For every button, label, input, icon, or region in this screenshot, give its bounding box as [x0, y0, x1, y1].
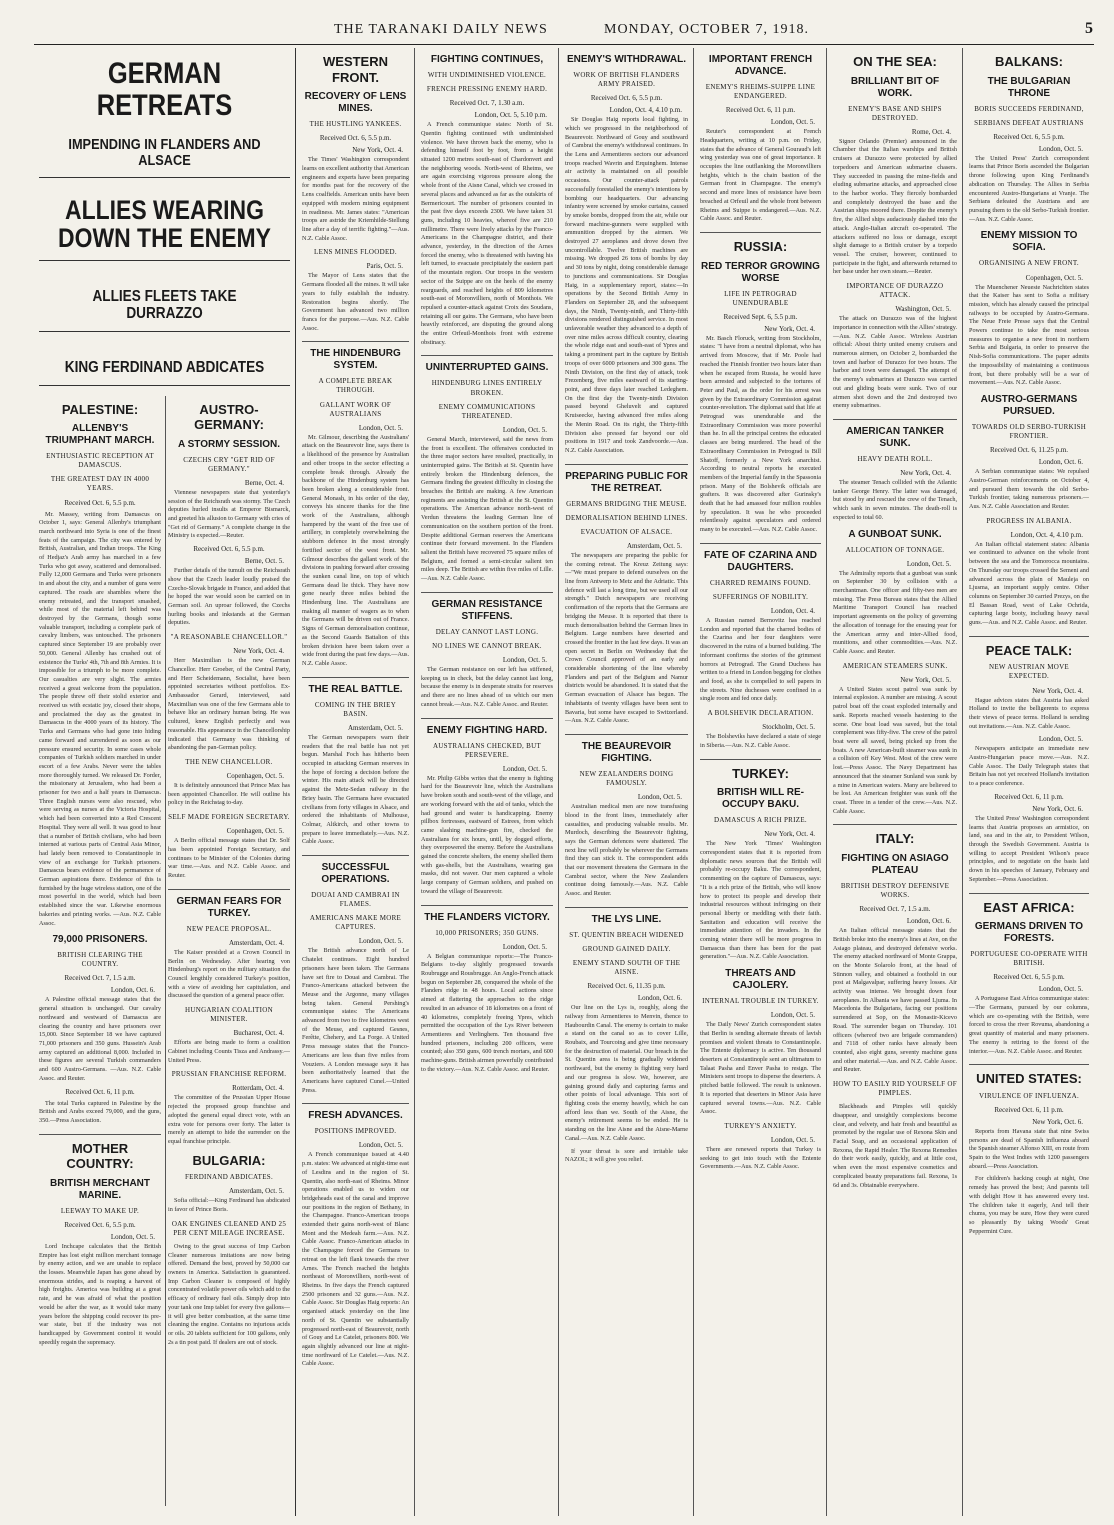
article-subheading: AMERICAN STEAMERS SUNK.: [842, 661, 948, 670]
dateline-place: New York, Oct. 4.: [764, 324, 815, 333]
dateline-place: Amsterdam, Oct. 4.: [228, 938, 284, 947]
article-body: An Italian official statement states: Albania we continued to advance on the whole front between the sea and the Tomorocca mountains. On Thursday our troops crossed the Semeni and advanced across the plain of Mauleja on Ljusma, an important supply centre. Other columns on September 30 carried Prezys, on the El Bassan Road, west of Lake Ochrida, capturing large booty, including heavy naval guns.—Aus. and N.Z. Cable Assoc. and Reuter.: [969, 540, 1089, 627]
article-body: The New York 'Times' Washington correspondent states that it is reported from diplomatic news sources that the British will probably re-occupy Baku. The correspondent, commenting on the capture of Damascus, says: "It is a rich prize of the British, who will know how to protect its people and develop their industrial resources without infringing on their personal liberty or meddling with their faith. Sanitation and education will receive the immediate attention of the invaders. In the coming winter there will be more progress in Damascus than there has been for the past generation."—Aus. N.Z. Cable Association.: [700, 840, 821, 961]
dateline-place: London, Oct. 4, 4.10 p.m.: [1010, 530, 1083, 539]
dateline-place: Copenhagen, Oct. 5.: [1025, 273, 1083, 282]
article-body: The Kaiser presided at a Crown Council in Berlin on Wednesday. After hearing von Hindenburg's report on the military situation the Council lengthily considered Turkey's position, with a view of avoiding her capitulation, and discussed the question of a general peace offer.: [168, 948, 290, 1000]
article-heading: AUSTRO-GERMANS PURSUED.: [980, 393, 1078, 417]
article-body: Viennese newspapers state that yesterday's session of the Reichsrath was stormy. The Czech deputies hurled insults at Emperor Bismarck, and greeted his allusion to Germany with cries of "Get rid of Germany." A complete change in the Ministry is expected.—Reuter.: [168, 488, 290, 540]
front-subcolumns: [39, 396, 290, 1506]
article-subheading: DEMORALISATION BEHIND LINES.: [565, 513, 688, 522]
article-subheading: ST. QUENTIN BREACH WIDENED: [569, 930, 684, 939]
article-subheading: LIFE IN PETROGRAD UNENDURABLE: [724, 289, 797, 307]
article-body: The Daily News' Zurich correspondent states that Berlin is sending alternate threats of lavish promises and violent threats to Constantinople. The Entente diplomacy is active. Ten thousand deserters at Constantinople sent an ultimatum to Talaat Pasha and Enver Pasha to resign. The Ministers sent troops to disperse the deserters. A pitched battle followed. The result is unknown. It is reported that deserters in Minor Asia have captured several towns.—Aus. N.Z. Cable Assoc.: [700, 1021, 821, 1116]
article-subheading: DOUAI AND CAMBRAI IN FLAMES.: [311, 891, 400, 909]
article-body: A Palestine official message states that the general situation is unchanged. Our cavalry northward and westward of Damascus are clearing the country and have prisoners over 15,000. Since September 18 we have captured 71,000 prisoners and 350 guns. Hussein's Arab army captured an additional 8,000. Included in these figures are several Turkish commanders and 600 Austro-Germans. —Aus. N.Z. Cable Assoc. and Reuter.: [39, 996, 161, 1082]
section-title: UNITED STATES:: [976, 1071, 1082, 1087]
article-body: Mr. Gilmour, describing the Australians' attack on the Beaurevoir line, says there is a likelihood of the presence by Australian and other troops in the sector effecting a complete break through. Already the backbone of the Hindenburg system has been broken along a considerable front. General Monash, in his order of the day, conveys his sincere thanks for the fine work of the Australians, although hampered by the want of the free use of artillery, in completely overwhelming the stubborn defence in the most strongly fortified sector of the west front. Mr. Gilmour describes the gallant work of the divisions in pushing forward after crossing the sunken canal line, on top of which Germans dead lie thick. They have now gone nearly three miles behind the Hindenburg line. The Australians are making all manner of wagers as to when the Germans will be driven out of France. Signs of German demoralisation continue, as the Second Guards Battalion of this broken division have been taken over a wide front during the past few days.—Aus. N.Z. Cable Assoc.: [302, 433, 409, 667]
dateline-place: Stockholm, Oct. 5.: [762, 723, 815, 732]
article-body: The total Turks captured in Palestine by the British and Arabs exceed 79,000, and the guns, 350.—Press Association.: [39, 1099, 161, 1124]
article-subheading: ALLOCATION OF TONNAGE.: [845, 545, 945, 554]
dateline-place: New York, Oct. 4.: [764, 830, 815, 839]
dateline-place: Amsterdam, Oct. 5.: [347, 723, 403, 732]
article-heading: THREATS AND CAJOLERY.: [725, 968, 796, 992]
dateline: Received Oct. 7, 1.5 a.m.: [859, 905, 931, 914]
article-heading: THE REAL BATTLE.: [308, 683, 403, 695]
dateline: Received Oct. 6, 5.5 p.m.: [319, 134, 392, 143]
advertisement-body: If your throat is sore and irritable take NAZOL; it will give you relief.: [565, 1147, 688, 1164]
dateline-place: London, Oct. 5.: [502, 425, 547, 434]
article-body: The newspapers are preparing the public for the coming retreat. The Kreuz Zeitung says:—"We must prepare to defend ourselves on the line from Antwerp to Metz and the Adriatic. This defence will last a long time, but we used all our strength." Dutch newspapers are receiving confirmation of the reports that the Germans are bridging the Meuse. It is reported that there is much demoralisation behind the German lines in Belgium. Large numbers have deserted and crossed the frontier in the last few days. It was an open secret in Berlin on Wednesday that the Crown Council approved of an early and considerable shortening of the line whereby Flanders and part of the Belgium and Namur districts would be abandoned. It is stated that the German evacuation of Alsace has begun. The inhabitants of twenty villages have been sent to Bavaria, but some have escaped to Switzerland.—Aus. N.Z. Cable Assoc.: [565, 551, 688, 725]
dateline-place: London, Oct. 6.: [1038, 458, 1083, 467]
article-body: Mr. Massey, writing from Damascus on October 1, says: General Allenby's triumphant march northward into Syria is one of the finest feats of the campaign. The city was entered by British, Australian, and Indian troops. The King of Hedjaz's Arab army has marched in a few Turks who got away, scattered and demoralised. Fully 12,000 Germans and Turks were prisoners in and about the city, and a number of guns were captured. The roads are shambles where the enemy retreated, and the transport smashed, while most of the material left behind was destroyed by the Germans, though some valuable transport, including a complete park of cavalry limbers, was untouched. The prisoners captured since September 19 are probably over 50,000. General Allenby has crushed out of existence the Turks' 4th, 7th and 8th Armies. It is impossible for a triumph to be more complete. Our casualties are very slight. The armies received a great welcome from the population. The people threw off their stolid exterior and received us with ecstatic joy, closed their shops, and proclaimed the day as the greatest in Damascus in the 4000 years of its history. The Turks and Germans who had gone into hiding came forward and surrendered as soon as our pressure ensured security. In some cases whole companies of Turkish soldiers marched in under escort of a few Arabs. Never were the tables more thoroughly turned. We released Dr. Forder, the missionary at Jerusalem, who had been a prisoner for two and a half years in Damascus. Three English nurses were also rescued, who were serving as nurses at the Victoria Hospital, which had been converted into a Red Crescent Hospital. They were all well. It was good to hear that a number of British civilians, who had been interned at various parts of Central Asia Minor, had lately been removed to Constantinople in view of an exchange for Turkish prisoners. Damascus bears evidence of the permanence of German aspirations there. Evidence of this is furnished by the huge wireless station, one of the most powerful in the world, which had been established since the war. Likewise enormous bakeries and printing works. —Aus. N.Z. Cable Assoc.: [39, 510, 161, 927]
article-body: The Admiralty reports that a gunboat was sunk on September 30 by collision with a merchantman. One officer and fifty-two men are missing. The Press Bureau states that the Allied Maritime Transport Council has reached important agreements on the policy of governing the allocation of tonnage for the ensuing year for the American army and inter-Allied food, munitions, and other commodities.—Aus. N.Z. Cable Assoc. and Reuter.: [833, 569, 957, 655]
article-heading: IMPORTANT FRENCH ADVANCE.: [708, 54, 813, 77]
section-title: RUSSIA:: [733, 238, 788, 254]
article-subheading: GALLANT WORK OF AUSTRALIANS: [319, 400, 392, 418]
divider: [565, 907, 688, 908]
article-subheading: ENEMY COMMUNICATIONS THREATENED.: [438, 402, 536, 420]
article-subheading: TURKEY'S ANXIETY.: [724, 1121, 797, 1130]
divider: [39, 1134, 161, 1135]
article-subheading: "A REASONABLE CHANCELLOR.": [170, 633, 288, 642]
dateline-place: London, Oct. 6.: [906, 917, 951, 926]
article-subheading: THE NEW CHANCELLOR.: [185, 757, 273, 766]
page-number: 5: [1085, 20, 1094, 37]
article-body: Sir Douglas Haig reports local fighting, in which we progressed in the neighborhood of Beaurevoir. Northward of Gouy and southward of Cambrai the enemy's withdrawal continues. In the Lens and Armentieres sectors our advanced troops reached Wavrin and Erquinghem. Intense air activity is maintained on all possible occasions. Our counter-attack patrols successfully forestalled the enemy's intentions by bombing our headquarters. Our advancing infantry were screened by smoke curtains, caused by smoke bombs, dropped from the air, while our forward machine-gunners were supplied with ammunition dropped by the airmen. We destroyed 27 aeroplanes and drove down five uncontrollable. Twelve British machines are missing. We dropped 26 tons of bombs by day and 30 tons by night, doing considerable damage to junctions and communications. Sir Douglas Haig, in a supplementary report, states:—In operations by the Second British Army in Flanders on September 28, and the subsequent days, the Ninth, Twenty-ninth, and Thirty-fifth divisions rendered distinguished service. In most unfavorable weather they advanced to a depth of over nine miles across difficult country, clearing the whole ridge east and south-east of Ypres and taking a prominent part in the capture by British troops of over 6000 prisoners and 300 guns. The Ninth Division, on the first day of attack, took Frezenberg, five miles eastward of its starting-point, and three days later reached Ledeghem. On the first day the Twenty-ninth Division passed beyond Gheluvelt and captured Kruiseecke, having advanced five miles along the Menin Road. On its right, the Thirty-fifth Division also pressed far beyond our old positions in 1917 and took Zandvoorde.—Aus. N.Z. Cable Association.: [565, 116, 688, 454]
article-subheading: GROUND GAINED DAILY.: [582, 944, 671, 953]
article-heading: PREPARING PUBLIC FOR THE RETREAT.: [565, 470, 688, 494]
dateline-place: Copenhagen, Oct. 5.: [226, 827, 284, 836]
article-subheading: WORK OF BRITISH FLANDERS ARMY PRAISED.: [573, 71, 680, 89]
article-subheading: FERDINAND ABDICATES.: [184, 1173, 274, 1182]
article-subheading: CHARRED REMAINS FOUND.: [710, 578, 811, 587]
article-heading: AMERICAN TANKER SUNK.: [846, 425, 944, 449]
divider: [421, 355, 553, 356]
dateline-place: Washington, Oct. 5.: [895, 305, 951, 314]
dateline-place: New York, Oct. 5.: [900, 675, 951, 684]
dateline-place: London, Oct. 5.: [502, 655, 547, 664]
article-body: Further details of the tumult on the Reichsrath show that the Czech leader loudly praised the Czecho-Slovak brigade in France, and added that he hoped the war would soon be carried on in German soil. An uproar followed, the Czechs hurling books and inkstands at the German deputies.: [168, 567, 290, 627]
article-body: The attack on Durazzo was of the highest importance in connection with the Allies' strategy.—Aus. N.Z. Cable Assoc. Wireless Austrian official: About thirty united enemy cruisers and numerous airmen, on October 2, bombarded the town and harbor of Durazzo for two hours. The harbor and town were damaged. The attempt of the enemy's submarines at Durazzo was carried out and gliding boats were sunk. Two of our airmen shot down and the 2nd destroyed two enemy submarines.: [833, 315, 957, 410]
article-heading: A STORMY SESSION.: [177, 438, 281, 450]
section-title: ITALY:: [875, 831, 915, 847]
dateline-place: Paris, Oct. 5.: [366, 262, 403, 271]
column-french-russia-turkey: [695, 48, 827, 1516]
divider: [421, 592, 553, 593]
column-palestine: [39, 396, 166, 1506]
divider: [421, 905, 553, 906]
article-body: Sofia official:—King Ferdinand has abdicated in favor of Prince Boris.: [168, 1197, 290, 1214]
divider: [168, 889, 290, 890]
dateline: Received Oct. 6, 5.5 p.m.: [64, 498, 136, 507]
article-subheading: AUSTRALIANS CHECKED, BUT PERSEVERE.: [432, 741, 542, 759]
article-body: A Serbian communique states: We repulsed Austro-German reinforcements on October 4, and pursued them towards the old Serbo-Turkish frontier, taking numerous prisoners.—Aus. N.Z. Cable Association and Reuter.: [969, 468, 1089, 510]
column-austro-germany: [168, 396, 290, 1506]
article-heading: THE HINDENBURG SYSTEM.: [310, 348, 401, 372]
article-subheading: THE HUSTLING YANKEES.: [309, 120, 402, 129]
article-subheading: VIRULENCE OF INFLUENZA.: [978, 1091, 1080, 1100]
dateline: Received Oct. 7, 1.30 a.m.: [449, 99, 525, 108]
dateline-place: London, Oct. 5.: [358, 1141, 403, 1150]
section-title: BALKANS:: [995, 54, 1063, 69]
article-body: The Bolsheviks have declared a state of siege in Siberia.—Aus. N.Z. Cable Assoc.: [700, 733, 821, 749]
article-subheading: GERMANS BRIDGING THE MEUSE.: [566, 499, 687, 508]
dateline-place: London, Oct. 5.: [1038, 985, 1083, 994]
divider: [833, 419, 957, 420]
article-body: Mr. Basch Floruck, writing from Stockholm, states: "I have from a neutral diplomat, who has arrived from Moscow, that if Mr. Poole had reached the Finnish frontier two hours later than when he escaped from Russia, he would have been arrested and subjected to the tortures of Peter and Paul, as the order for his arrest was given by the Extraordinary Commission against counter-revolution. The diplomat said that life at Petrograd was unendurable and the Extraordinary Commission was more powerful than he. In all the principal centres the educated classes are being murdered. The head of the Extraordinary Commission in Petrograd is Bill Shatoff, formerly a New York anarchist. According to neutral reports he executed members of the Imperial family in the Spassonia prison. Many of the Bolshevik officials are grafters. It was discovered after Gurinsky's death that he had amassed four million roubles by speculation. It was he who proceeded relentlessly against speculators and ordered many to be executed.—Aus. N.Z. Cable Assoc.: [700, 334, 821, 534]
article-body: The United Press' Zurich correspondent learns that Prince Boris ascended the Bulgarian throne following upon King Ferdinand's abdication on Thursday. The Allies in Serbia encountered Austro-Hungarians at Vranje. The Serbians defeated the Austrians and are pursuing them to the old Serbo-Turkish frontier.—Aus. N.Z. Cable Assoc.: [969, 154, 1089, 223]
article-subheading: A BOLSHEVIK DECLARATION.: [707, 709, 814, 718]
article-body: A Berlin official message states that Dr. Solf has been appointed Foreign Secretary, and continues to be Minister of the Colonies during war time.—Aus. and N.Z. Cable Assoc. and Reuter.: [168, 837, 290, 880]
headline-flanders-alsace: IMPENDING IN FLANDERS AND ALSACE: [68, 136, 261, 169]
column-balkans: [964, 48, 1094, 1516]
column-enemys-withdrawal: [560, 48, 694, 1516]
article-heading: RECOVERY OF LENS MINES.: [304, 91, 407, 115]
dateline-place: New York, Oct. 6.: [1032, 1117, 1083, 1126]
article-body: A United States scout patrol was sunk by internal explosion. A number are missing. A scout patrol boat off the coast exploded internally and sank. Reports reached vessels hastening to the scene. One boat load was saved, but the total complement was fifty-five. The crew of the patrol boat were all saved, being picked up from the boats. A new American-built steamer was sunk in a collision off Key West. Most of the crew were lost.—Press Assoc. The Navy Department has announced that the steamer Sunland was sunk by a mine in American waters. Many are believed to be lost. An American freighter was sunk off the coast. Three in a tender of the crew.—Aus. N.Z. Cable Assoc.: [833, 685, 957, 815]
dateline-place: New York, Oct. 4.: [352, 146, 403, 155]
article-subheading: INTERNAL TROUBLE IN TURKEY.: [702, 997, 819, 1006]
article-body: The Times' Washington correspondent learns on excellent authority that American engineers and experts have been preparing for months past for the recovery of the Lens coalfields. American units have been equipped with modern mining equipment in readiness. Mr. James states: "American troops are astride the Kriemhilde-Stellung line after a day of terrific fighting."—Aus. N.Z. Cable Assoc.: [302, 156, 409, 242]
article-subheading: DELAY CANNOT LAST LONG.: [435, 627, 539, 636]
dateline-place: Bucharest, Oct. 4.: [233, 1029, 284, 1038]
advertisement-heading: HOW TO EASILY RID YOURSELF OF PIMPLES.: [833, 1080, 957, 1098]
dateline-place: London, Oct. 5.: [502, 942, 547, 951]
section-title: TURKEY:: [732, 765, 789, 781]
article-heading: FRESH ADVANCES.: [308, 1110, 403, 1122]
headline-durrazzo: ALLIES FLEETS TAKE DURRAZZO: [92, 288, 237, 322]
article-heading: BRITISH MERCHANT MARINE.: [50, 1177, 150, 1201]
article-body: The German resistance on our left has stiffened, keeping us in check, but the delay cannot last long, because the enemy is in desperate straits for reserves and there are no lines ahead of us which our men cannot break.—Aus. N.Z. Cable Assoc. and Reuter.: [421, 665, 553, 708]
dateline-place: London, Oct. 5.: [770, 1011, 815, 1020]
article-heading: ENEMY MISSION TO SOFIA.: [980, 230, 1078, 254]
article-heading: A GUNBOAT SUNK.: [848, 528, 942, 540]
article-subheading: EVACUATION OF ALSACE.: [580, 527, 673, 536]
dateline: Received Oct. 6, 11 p.m.: [725, 106, 796, 115]
dateline-place: Copenhagen, Oct. 5.: [226, 772, 284, 781]
dateline: Received Oct. 6, 11.35 p.m.: [587, 982, 666, 991]
dateline-place: Rotterdam, Oct. 4.: [232, 1084, 284, 1093]
article-subheading: ENEMY'S BASE AND SHIPS DESTROYED.: [848, 104, 942, 122]
column-western-front: [297, 48, 415, 1516]
article-body: A French communique issued at 4.40 p.m. states: We advanced at night-time east of Lesdins and in the region of St. Quentin, also north-east of Rheims. Minor operations enabled us to widen our bridgeheads east of the canal and improve our positions in the region of Bethany, in the Champagne. Franco-American troops extended their gains north-west of Blanc Mont and the Medeah farm.—Aus. N.Z. Cable Assoc. Franco-American attacks in the Champagne forced the Germans to retreat on the left flank towards the river Arnes. The French reached the heights northeast of Moronvilliers, north-west of Rheims. In five days the French captured 2500 prisoners and 32 guns.—Aus. N.Z. Cable Assoc. Sir Douglas Haig reports: An organised attack yesterday on the line north of St. Quentin we substantially progressed north-east of Beaurevoir, north of Gouy and Le Catelet, prisoners 800. We again slightly advanced our line at night-time northward of Le Catelet.—Aus. N.Z. Cable Assoc.: [302, 1151, 409, 1368]
article-heading: FIGHTING CONTINUES,: [430, 54, 544, 65]
divider: [700, 232, 821, 233]
dateline-place: Rome, Oct. 4.: [911, 127, 951, 136]
article-heading: ENEMY FIGHTING HARD.: [426, 724, 548, 736]
article-body: Our line on the Lys is, roughly, along the railway from Armentieres to Menvin, thence to Haubourdin Canal. The enemy is certain to make a stand on the canal so as to cover Lille, Roubaix, and Tourcoing and give time necessary for the destruction of material. Our breach in the St. Quentin area is being gradually widened northward, but the enemy is fighting very hard and our progress is slow. We, however, are gaining ground daily and capturing farms and other points of local advantage. This sort of fighting costs the enemy heavily, which he can afford less than we. South of the Aisne, the enemy's retirement seems to be ended. He is standing on the line Aisne and the Aisne-Marne Canal.—Aus. N.Z. Cable Assoc.: [565, 1004, 688, 1142]
article-subheading: HEAVY DEATH ROLL.: [857, 454, 933, 463]
article-heading: THE BULGARIAN THRONE: [987, 75, 1071, 99]
article-body: A Russian named Bernovitz has reached London and reported that the charred bodies of the Czarina and her four daughters were discovered in the ruins of a burned building. The informant confirms the stories of the grimmest horrors at Petrograd. The Grand Duchess has written to a friend in London begging for clothes and food, as she is compelled to sell papers in the streets. Nine duchesses were confined in a single room and fed once daily.: [700, 617, 821, 703]
article-body: Efforts are being made to form a coalition Cabinet including Counts Tisza and Andrassy.—United Press.: [168, 1039, 290, 1064]
article-subheading: PROGRESS IN ALBANIA.: [986, 516, 1072, 525]
advertisement-body: Blackheads and Pimples will quickly disappear, and unsightly complexions become clear, and velvety, and hair fresh and beautiful as promoted by the regular use of Rexona Skin and Facial Soap, and an occasional application of Rexona, the Rapid Healer. The Rexona Remedies do their work easily, quickly, and at little cost, when even the most expensive cosmetics and complicated beauty preparations fail. Rexona, 1s 6d and 3s. Obtainable everywhere.: [833, 1103, 957, 1189]
article-subheading: WITH UNDIMINISHED VIOLENCE.: [427, 71, 547, 79]
article-body: Australian medical men are now transfusing blood in the front lines, immediately after casualties, and producing valuable results. Mr. Murdoch, describing the Beaurevoir fighting, says the German defences were shattered. The next line will probably be wherever the Germans find they can stick it. The correspondent adds that our movement threatens the Germans in the Cambrai sector, where the New Zealanders continue doing famously.—Aus. N.Z. Cable Assoc. and Reuter.: [565, 803, 688, 898]
dateline-place: London, Oct. 5.: [502, 764, 547, 773]
article-body: There are renewed reports that Turkey is seeking to get into touch with the Entente Governments.—Aus. N.Z. Cable Assoc.: [700, 1146, 821, 1171]
article-body: The Mayor of Lens states that the Germans flooded all the mines. It will take years to fully establish the industry. Restoration begins shortly. The Government has advanced two million francs for the purpose.—Aus. N.Z. Cable Assoc.: [302, 272, 409, 332]
headline-allies-wearing-down: ALLIES WEARING DOWN THE ENEMY: [58, 194, 271, 253]
article-subheading: HUNGARIAN COALITION MINISTER.: [185, 1006, 273, 1024]
dateline-place: London, Oct. 5.: [358, 423, 403, 432]
article-body: A French communique states: North of St. Quentin fighting continued with undiminished violence. We have thrown back the enemy, who is defending himself foot by foot, from a height situated 1200 metres south-east of Chardonvert and the neighboring woods. North-west of Rheims, we are again exercising vigorous pressure along the whole front of the Aisne Canal, which we crossed in several places and advanced as far as the outskirts of Bermericourt. The number of prisoners counted in the past five days exceeds 2300. We have taken 31 guns, including 10 heavies, whereof five are 210 millimetre. There were lively attacks by the Franco-Americans in the Champagne district, and their advance, yesterday, in the direction of the Arnes forced the enemy, who is threatened with having his left turned, to evacuate precipitately the eastern part of the mountain region. Our troops in the western sector of the Suippe are on the heels of the enemy rearguards, and reached heights of 809 kilometres south-east of Moronvilliers, north of Monthois. We repulsed a counter-attack against Croix des Soudans, retaining all our gains. The Germans, who have been heavily reinforced, are disputing the ground along the entire Orfeuil-Monthois front with extreme obstinacy.: [421, 121, 553, 346]
article-subheading: BRITISH DESTROY DEFENSIVE WORKS.: [840, 881, 950, 900]
article-heading: BRITISH WILL RE-OCCUPY BAKU.: [716, 787, 805, 811]
article-heading: ALLENBY'S TRIUMPHANT MARCH.: [45, 423, 155, 447]
section-title: MOTHER COUNTRY:: [66, 1140, 134, 1172]
divider: [302, 855, 409, 856]
article-subheading: THE GREATEST DAY IN 4000 YEARS.: [50, 475, 150, 493]
dateline: Received Oct. 6, 5.5 p.m.: [993, 132, 1065, 141]
article-subheading: NEW ZEALANDERS DOING FAMOUSLY.: [579, 769, 674, 788]
dateline: Received Sept. 6, 5.5 p.m.: [723, 312, 798, 321]
dateline: Received Oct. 7, 1.5 a.m.: [64, 974, 136, 983]
article-subheading: SERBIANS DEFEAT AUSTRIANS: [974, 118, 1084, 127]
article-body: Mr. Philip Gibbs writes that the enemy is fighting hard for the Beaurevoir line, which the Australians have broken south and south-west of the village, and are working forward with the aid of tanks, which the had ground and water is handicapping. Enemy pillbox fortresses, eastward of Estrees, from which came slashing machine-gun fire, checked the Australians for six hours, until, by dogged efforts, they overpowered the enemy. Before the Australians gained the concrete shelters, the enemy shelled them with gas-shells, but the Australians, wearing gas masks, did not waver. Our men captured a whole large company of German soldiers, and pushed on toward the village of Beaurevoir.: [421, 774, 553, 895]
divider: [39, 331, 290, 332]
divider: [39, 385, 290, 386]
advertisement-heading: OAK ENGINES CLEANED AND 25 PER CENT MILEAGE INCREASE.: [171, 1219, 287, 1237]
section-title: WESTERN FRONT.: [323, 54, 388, 85]
article-subheading: SELF MADE FOREIGN SECRETARY.: [168, 813, 290, 822]
article-subheading: DAMASCUS A RICH PRIZE.: [714, 816, 807, 825]
divider: [565, 734, 688, 735]
issue-date: MONDAY, OCTOBER 7, 1918.: [604, 22, 809, 37]
column-fighting-continues: [416, 48, 559, 1516]
article-body: The German newspapers warn their readers that the real battle has not yet begun. Marshal Foch has hitherto been occupied in attacking German reserves in the hope of forcing a decision before the winter. His main attack will be directed against the Metz-Sedan railway in the Briey basin. The Germans have evacuated civilians from forty villages in Alsace, and ordered the inhabitants of Mulhouse, Colmar, Altkirch, and other towns to prepare to leave immediately.—Aus. N.Z. Cable Assoc.: [302, 733, 409, 846]
article-body: Herr Maximilian is the new German Chancellor. Herr Groeber, of the Central Party, and Herr Scheidemann, Socialist, have been appointed secretaries without portfolios. Ex-Ambassador Gerard, interviewed, said Maximilian was one of the few Germans able to behave like an ordinary human being. He was cultured, knew English perfectly and was reasonable. His appearance in the Chancellorship indicated that Germany was thinking of abandoning the pan-German policy.: [168, 657, 290, 752]
article-body: The United Press' Washington correspondent learns that Austria proposes an armistice, on land, sea and in the air, to President Wilson, through the Swedish Government. Austria is willing to accept President Wilson's peace principles, and to negotiate on the basis laid down in his speeches of January, February and September.—Press Association.: [969, 814, 1089, 883]
paper-name: THE TARANAKI DAILY NEWS: [334, 22, 548, 37]
article-subheading: PORTUGUESE CO-OPERATE WITH BRITISH.: [970, 950, 1088, 968]
dateline-place: Berne, Oct. 5.: [244, 557, 284, 566]
article-heading: RED TERROR GROWING WORSE: [701, 260, 820, 284]
divider: [833, 824, 957, 825]
section-title: PEACE TALK:: [985, 642, 1073, 658]
article-subheading: ORGANISING A NEW FRONT.: [979, 259, 1079, 268]
article-body: An Italian official message states that the British broke into the enemy's lines at Ave, on the Asiago plateau, and destroyed defensive works. The enemy attacked northward of Monte Grappa, on the Monte Solarolo front, at the head of Stinnon valley, and obtained a foothold in our post at Malgavalpar, suffering heavy losses. Air activity was intense. We brought down four aeroplanes. In Albania we have passed Ljuma. In Macedonia the Bulgarians, facing our positions surrendered at Sop, on the Monastir-Kicevo Road. The surrender began on Thursday. 101 officers (whereof two are brigade commanders) and 7118 of other ranks have already been counted, also eight guns, seventy machine guns and other material.—Aus. and N.Z. Cable Assoc. and Reuter.: [833, 927, 957, 1074]
article-heading: UNINTERRUPTED GAINS.: [425, 362, 549, 374]
article-subheading: NO LINES WE CANNOT BREAK.: [432, 641, 542, 650]
article-body: Hague advices states that Austria has asked Holland to invite the belligerents to express their views of peace terms. Holland is sending out invitations.—Aus. N.Z. Cable Assoc.: [969, 696, 1089, 730]
dateline: Received Oct. 6, 5.5 p.m.: [993, 973, 1065, 982]
article-body: A Belgian communique reports:—The Franco-Belgians to-day slightly progressed towards Roubrugge and Rousbrugge. An Anglo-French attack begun on September 28, conquered the whole of the Flanders ridge in 48 hours. Local actions since aimed at flattering the approaches to the ridge resulted in an advance of 18 kilometres on a front of 40 kilometres, completely freeing Ypres, which permitted the occupation of the Lys River between Armentieres and Verlinghem. Ten thousand five hundred prisoners, including 200 officers, were counted; also 350 guns, 600 trench mortars, and 600 machine-guns. British airmen powerfully contributed to the victory.—Aus. N.Z. Cable Assoc. and Reuter.: [421, 952, 553, 1073]
article-body: Newspapers anticipate an immediate new Austro-Hungarian peace move.—Aus. N.Z. Cable Assoc. The Daily Telegraph states that Britain has not yet received Holland's invitation to a peace conference.: [969, 745, 1089, 788]
article-subheading: BORIS SUCCEEDS FERDINAND,: [974, 104, 1084, 113]
article-body: Lord Inchcape calculates that the British Empire has lost eight million merchant tonnage by enemy action, and we are unable to replace the losses. Meanwhile Japan has gone ahead by enormous strides, and is reaping a harvest of high freights. America was building at a great rate, and he was afraid of what the position would be after the war, as it would take many years before the shipping could recover its pre-war state, but if the industry was not handicapped by Government control it would speedily regain the supremacy.: [39, 1242, 161, 1346]
article-subheading: BRITISH CLEARING THE COUNTRY.: [57, 951, 143, 969]
article-heading: GERMAN RESISTANCE STIFFENS.: [431, 598, 543, 622]
column-sea-italy: [828, 48, 963, 1516]
headline-ferdinand-abdicates: KING FERDINAND ABDICATES: [64, 358, 265, 376]
article-heading: BRILLIANT BIT OF WORK.: [850, 75, 940, 99]
article-subheading: A COMPLETE BREAK THROUGH.: [318, 377, 393, 395]
article-subheading: FRENCH PRESSING ENEMY HARD.: [426, 85, 548, 94]
article-body: Reuter's correspondent at French Headquarters, writing at 10 p.m. on Friday, states that the advance of General Gouraud's left wing yesterday was one of great importance. It occupies the line outflanking the Moronvilliers heights, which is the chain bastion of the German front in Champagne. The enemy's second and more lines of resistance have been breached at Orfeuil and the whole front between Rheims and Suippe is endangered.—Aus. N.Z. Cable Assoc. and Reuter.: [700, 128, 821, 223]
dateline-place: London, Oct. 6.: [110, 986, 155, 995]
dateline-place: Amsterdam, Oct. 5.: [626, 541, 682, 550]
article-body: The committee of the Prussian Upper House rejected the proposed group franchise and adopted the general equal direct vote, with an extra vote for persons over forty. The latter is merely an attempt to hide the surrender on the equal franchise principle.: [168, 1094, 290, 1145]
divider: [565, 464, 688, 465]
dateline-place: Amsterdam, Oct. 5.: [228, 1187, 284, 1196]
article-body: It is definitely announced that Prince Max has been appointed Chancellor. He will outline his policy in the Reichstag to-day.: [168, 782, 290, 807]
dateline-place: New York, Oct. 4.: [900, 469, 951, 478]
article-heading: ENEMY'S WITHDRAWAL.: [566, 54, 687, 65]
article-heading: GERMANS DRIVEN TO FORESTS.: [974, 921, 1084, 945]
dateline-place: London, Oct. 5.: [770, 118, 815, 127]
dateline-place: New York, Oct. 6.: [1032, 804, 1083, 813]
divider: [969, 1064, 1089, 1065]
article-body: The Muenchener Neueste Nachrichten states that the Kaiser has sent to Sofia a military mission, which has already caused the principal railways to be occupied by Austro-Germans. The Neue Freie Presse says that the Central Powers continue to take the most serious measures to organise a new front in northern Serbia and Bulgaria, in order to preserve the Nish-Sofia communications. The paper admits the impossibility of maintaining a continuous front, but there probably will be a war of movement.—Aus. N.Z. Cable Assoc.: [969, 283, 1089, 387]
article-body: The steamer Tenach collided with the Atlantic tanker George Henry. The latter was damaged, but stood by and rescued the crew of the Tenach, which sank in seven minutes. The death-roll is expected to total 60.: [833, 479, 957, 521]
dateline-place: London, Oct. 5.: [110, 1232, 155, 1241]
article-subheading: AMERICANS MAKE MORE CAPTURES.: [309, 914, 402, 932]
divider: [700, 543, 821, 544]
dateline-place: London, Oct. 6.: [637, 994, 682, 1003]
article-subheading: LENS MINES FLOODED.: [314, 248, 397, 257]
headline-german-retreats: GERMAN RETREATS: [96, 57, 233, 122]
dateline-place: London, Oct. 5, 5.10 p.m.: [474, 111, 547, 120]
dateline-place: New York, Oct. 4.: [1032, 686, 1083, 695]
article-subheading: ENTHUSIASTIC RECEPTION AT DAMASCUS.: [46, 452, 154, 470]
dateline-place: London, Oct. 5.: [358, 937, 403, 946]
dateline: Received Oct. 6, 5.5 p.m.: [590, 94, 663, 103]
article-subheading: TOWARDS OLD SERBO-TURKISH FRONTIER.: [971, 422, 1087, 441]
article-subheading: PRUSSIAN FRANCHISE REFORM.: [171, 1070, 287, 1079]
dateline-place: Berne, Oct. 4.: [244, 478, 284, 487]
dateline-place: London, Oct. 5.: [1038, 735, 1083, 744]
article-heading: THE BEAUREVOIR FIGHTING.: [581, 740, 672, 764]
divider: [302, 677, 409, 678]
advertisement-body: For children's hacking cough at night, One remedy has proved the best; And parents tell with delight How it has answered every test. The children take it eagerly, And tell their chums, you may be sure, How they were cured so pleasantly By taking Woods' Great Peppermint Cure.: [969, 1175, 1089, 1235]
section-title: PALESTINE:: [61, 401, 139, 417]
article-subheading: POSITIONS IMPROVED.: [314, 1127, 397, 1136]
dateline: Received Oct. 6, 5.5 p.m.: [193, 545, 265, 554]
divider: [302, 1103, 409, 1104]
dateline: Received Oct. 6, 5.5 p.m.: [64, 1220, 136, 1229]
dateline-place: New York, Oct. 4.: [233, 647, 284, 656]
article-heading: THE FLANDERS VICTORY.: [424, 911, 550, 923]
article-body: Signor Orlando (Premier) announced in the Chamber that the Italian warships and British cruisers at Durazzo were protected by allied torpedoers and American submarine chasers. They succeeded in passing the mine-fields and eluding submarine attacks, and approached close to the harbor works. They fiercely bombarded and completely destroyed the base and the Austrian ships moored there. Despite the enemy's fire, the Allied ships audaciously dashed into the attack. Anglo-Italian aircraft co-operated. The attackers suffered no loss or damage, except slight damage to a British cruiser by a torpedo vessel. The cruiser, however, continued to participate in the fight, and afterwards returned to her base under her own steam.—Reuter.: [833, 137, 957, 276]
divider: [39, 260, 290, 261]
dateline: Received Oct. 6, 11.25 p.m.: [989, 446, 1069, 455]
divider: [969, 893, 1089, 894]
divider: [39, 177, 290, 178]
section-title: EAST AFRICA:: [983, 899, 1075, 915]
dateline-place: London, Oct. 4, 4.10 p.m.: [609, 106, 682, 115]
article-subheading: ENEMY'S RHEIMS-SUIPPE LINE ENDANGERED.: [705, 83, 816, 101]
dateline-place: London, Oct. 5.: [1038, 144, 1083, 153]
dateline-place: London, Oct. 5.: [906, 559, 951, 568]
article-subheading: SUFFERINGS OF NOBILITY.: [712, 592, 809, 601]
article-subheading: COMING IN THE BRIEY BASIN.: [314, 700, 397, 718]
section-title: ON THE SEA:: [853, 54, 937, 69]
article-subheading: NEW PEACE PROPOSAL.: [186, 924, 272, 933]
article-heading: THE LYS LINE.: [591, 913, 662, 925]
dateline: Received Oct. 6, 11 p.m.: [994, 1105, 1064, 1114]
dateline-place: London, Oct. 4.: [770, 607, 815, 616]
article-body: A Portuguese East Africa communique states:—The Germans, pursued by our columns, which are co-operating with the British, were forced to cross the river Rovuma, abandoning a great quantity of material and many prisoners. The enemy is retiring to the forest of the interior.—Aus. N.Z. Cable Assoc. and Reuter.: [969, 995, 1089, 1055]
divider: [969, 636, 1089, 637]
article-heading: SUCCESSFUL OPERATIONS.: [321, 862, 390, 886]
article-subheading: NEW AUSTRIAN MOVE EXPECTED.: [988, 663, 1070, 681]
divider: [421, 718, 553, 719]
column-front: [34, 48, 296, 1516]
section-title: AUSTRO-GERMANY:: [194, 401, 264, 433]
dateline-place: London, Oct. 5.: [770, 1136, 815, 1145]
article-heading: FATE OF CZARINA AND DAUGHTERS.: [704, 549, 817, 573]
article-subheading: IMPORTANCE OF DURAZZO ATTACK.: [846, 282, 944, 300]
article-subheading: LEEWAY TO MAKE UP.: [60, 1206, 140, 1215]
dateline: Received Oct. 6, 11 p.m.: [994, 792, 1064, 801]
advertisement-body: Owing to the great success of Imp Carbon Cleaner numerous imitations are now being offered. Demand the best, proved by 50,000 car owners in America. Satisfaction is guaranteed. Imp Carbon Cleaner is composed of highly concentrated volatile power oils which add to the efficacy of ordinary fuel oils. Simply drop into your tank one Imp tablet for every five gallons—it will give better combustion, at the same time cleaning the engine. Contains no injurious acids or oils. 20 tablets sufficient for 100 gallons, only 2s a tin post paid. If dealers are out of stock.: [168, 1242, 290, 1346]
dateline: Received Oct. 6, 11 p.m.: [65, 1087, 135, 1096]
article-subheading: CZECHS CRY "GET RID OF GERMANY.": [183, 455, 275, 473]
dateline-place: London, Oct. 5.: [637, 793, 682, 802]
article-body: The British advance north of Le Chatelet continues. Eight hundred prisoners have been taken. The Germans have set fire to Douai and Cambrai. The Franco-Americans attacked between the Meuse and the Argonne, many villages being taken. General Pershing's communique states: The Americans advanced from two to five kilometres west of the Meuse, and captured Gesnes, Ferêtte, Chehery, and La Forge. A United Press message states that the Franco-Americans are less than five miles from Vouziers. A London message says it has been authoritatively learned that the Americans have captured Cunel.—United Press.: [302, 947, 409, 1094]
article-body: General March, interviewed, said the news from the front is excellent. The offensives conducted in the three major sectors have resulted, practically, in uninterrupted gains. The British at St. Quentin have entirely broken the Hindenburg defences, the Germans finding the greatest difficulty in closing the breaches the British are making. A few American regiments are assisting the British at the St. Quentin operations. The American advance north-west of Verdun threatens the leading German line of communication on the southern portion of the front. Despite additional German reserves the Americans continue their forward movement. In the Flanders salient the British have recovered 75 square miles of Belgium, and formed a semi-circular salient ten miles deep. The British are within five miles of Lille.—Aus. N.Z. Cable Assoc.: [421, 435, 553, 583]
masthead: [34, 22, 1094, 45]
article-heading: FIGHTING ON ASIAGO PLATEAU: [841, 852, 949, 876]
article-subheading: ENEMY STAND SOUTH OF THE AISNE.: [572, 959, 681, 977]
divider: [700, 759, 821, 760]
article-subheading: 10,000 PRISONERS; 350 GUNS.: [435, 928, 539, 937]
article-heading: GERMAN FEARS FOR TURKEY.: [176, 895, 282, 919]
article-body: Reports from Havana state that nine Swiss persons are dead of Spanish influenza aboard the Spanish steamer Alfonso XIII, en route from Spain to the West Indies with 1200 passengers aboard.—Press Association.: [969, 1127, 1089, 1170]
article-heading: 79,000 PRISONERS.: [52, 934, 148, 946]
section-title: BULGARIA:: [192, 1152, 266, 1168]
divider: [302, 341, 409, 342]
article-subheading: HINDENBURG LINES ENTIRELY BROKEN.: [431, 379, 543, 397]
